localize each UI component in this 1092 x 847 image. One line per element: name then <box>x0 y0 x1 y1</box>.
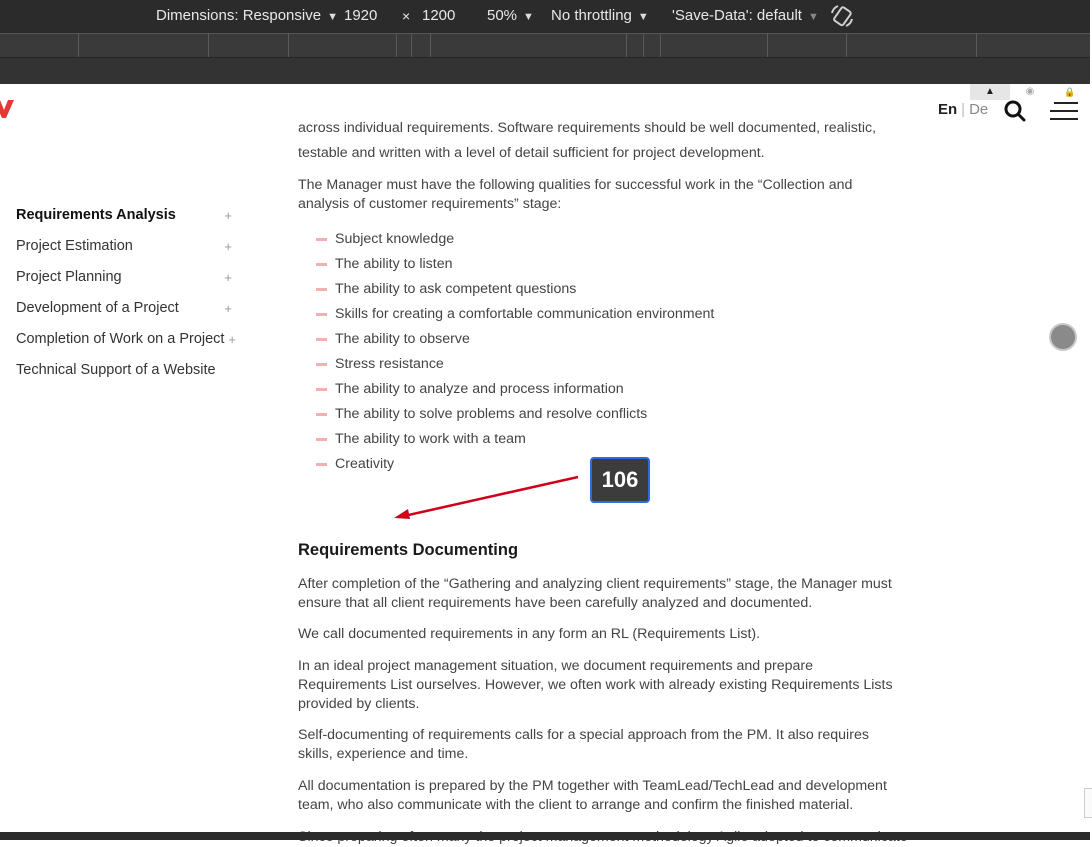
bullet-icon <box>316 363 327 366</box>
language-switcher <box>938 101 988 118</box>
ruler-tick <box>767 34 768 57</box>
ruler-tick <box>208 34 209 57</box>
paragraph: Self-documenting of requirements calls for a special approach from the PM. It also requires skills, experience and time. <box>298 727 869 762</box>
side-tab[interactable] <box>1084 788 1092 818</box>
ruler-tick <box>846 34 847 57</box>
rotate-icon[interactable] <box>829 3 855 29</box>
list-item: Subject knowledge <box>316 229 714 254</box>
sidebar-item-label: Technical Support of a Website <box>16 362 216 378</box>
sidebar-item-development[interactable] <box>16 293 236 324</box>
expand-icon[interactable]: + <box>228 332 236 347</box>
paragraph-cut-top: across individual requirements. Software requirements should be well documented, realistic, <box>298 120 877 136</box>
bullet-icon <box>316 438 327 441</box>
throttling-label: No throttling <box>551 7 632 24</box>
save-data-dropdown[interactable] <box>672 7 819 24</box>
sidebar-item-technical-support[interactable] <box>16 355 236 386</box>
ruler-tick <box>78 34 79 57</box>
paragraph: We call documented requirements in any form an RL (Requirements List). <box>298 626 761 642</box>
chevron-down-icon: ▼ <box>807 11 819 23</box>
expand-icon[interactable]: + <box>224 208 232 223</box>
search-icon[interactable] <box>1004 100 1026 122</box>
list-item: The ability to ask competent questions <box>316 279 714 304</box>
sidebar-item-project-planning[interactable] <box>16 262 236 293</box>
paragraph: All documentation is prepared by the PM together with TeamLead/TechLead and development team, who also communicate with the client to arrange and confirm the finished material. <box>298 778 887 813</box>
height-input[interactable]: 1200 <box>422 7 456 24</box>
sidebar-item-label: Project Estimation <box>16 238 133 254</box>
throttling-dropdown[interactable] <box>551 7 649 24</box>
device-frame-top <box>0 57 1090 84</box>
list-item: Creativity <box>316 454 714 479</box>
paragraph: After completion of the “Gathering and analyzing client requirements” stage, the Manager must ensure that all client requirements have been carefully analyzed and documented. <box>298 576 892 611</box>
devtools-device-toolbar <box>0 0 1090 33</box>
list-item: The ability to observe <box>316 329 714 354</box>
sidebar-item-label: Development of a Project <box>16 300 179 316</box>
sidebar-nav <box>16 200 236 386</box>
sidebar-item-requirements-analysis[interactable] <box>16 200 236 231</box>
ruler-tick <box>288 34 289 57</box>
bullet-icon <box>316 463 327 466</box>
save-data-label: 'Save-Data': default <box>672 7 802 24</box>
sidebar-item-label: Project Planning <box>16 269 122 285</box>
list-item: The ability to listen <box>316 254 714 279</box>
bullet-icon <box>316 338 327 341</box>
sidebar-item-completion[interactable] <box>16 324 236 355</box>
chevron-down-icon: ▼ <box>327 11 338 23</box>
sidebar-item-label: Requirements Analysis <box>16 207 176 223</box>
bullet-icon <box>316 388 327 391</box>
lock-icon[interactable]: 🔒 <box>1064 87 1076 97</box>
bullet-icon <box>316 288 327 291</box>
media-query-ruler[interactable] <box>0 33 1090 57</box>
paragraph: In an ideal project management situation, we document requirements and prepare Requirements List ourselves. However, we often work with already existing Requirements Lists provided by clients. <box>298 658 893 712</box>
list-item: Stress resistance <box>316 354 714 379</box>
lang-en-link[interactable]: En <box>938 101 958 118</box>
eye-icon[interactable]: ◉ <box>1025 86 1035 97</box>
sidebar-item-label: Completion of Work on a Project <box>16 331 225 347</box>
section-heading: Requirements Documenting <box>298 541 519 559</box>
expand-icon[interactable]: + <box>224 301 232 316</box>
times-icon: × <box>402 8 411 24</box>
chevron-down-icon: ▼ <box>637 11 649 23</box>
scroll-top-button[interactable]: ▲ <box>970 84 1010 100</box>
page-viewport <box>0 84 1090 832</box>
bullet-icon <box>316 263 327 266</box>
zoom-dropdown[interactable] <box>487 7 534 24</box>
paragraph: testable and written with a level of detail sufficient for project development. <box>298 145 765 161</box>
paragraph: The Manager must have the following qualities for successful work in the “Collection and analysis of customer requirements” stage: <box>298 177 853 212</box>
expand-icon[interactable]: + <box>224 270 232 285</box>
dimensions-dropdown[interactable] <box>156 7 338 24</box>
expand-icon[interactable]: + <box>224 239 232 254</box>
list-item: The ability to solve problems and resolve conflicts <box>316 404 714 429</box>
devtools-bottom-edge <box>0 832 1090 840</box>
lang-de-link[interactable]: De <box>969 101 989 118</box>
zoom-label: 50% <box>487 7 518 24</box>
hamburger-menu-icon[interactable] <box>1050 102 1078 120</box>
lang-separator: | <box>961 101 966 118</box>
bullet-icon <box>316 413 327 416</box>
bullet-icon <box>316 238 327 241</box>
list-item: The ability to analyze and process information <box>316 379 714 404</box>
scroll-handle[interactable] <box>1049 323 1077 351</box>
ruler-tick <box>660 34 661 57</box>
list-item: The ability to work with a team <box>316 429 714 454</box>
bullet-icon <box>316 313 327 316</box>
ruler-tick <box>411 34 412 57</box>
annotation-arrow <box>390 469 590 519</box>
logo-icon[interactable] <box>0 100 14 118</box>
qualities-list <box>316 229 714 479</box>
ruler-tick <box>430 34 431 57</box>
dimensions-label: Dimensions: Responsive <box>156 7 322 24</box>
overlay-toolbar <box>970 84 1090 100</box>
chevron-down-icon: ▼ <box>523 11 534 23</box>
sidebar-item-project-estimation[interactable] <box>16 231 236 262</box>
ruler-tick <box>976 34 977 57</box>
ruler-tick <box>396 34 397 57</box>
annotation-badge: 106 <box>590 457 650 503</box>
ruler-tick <box>626 34 627 57</box>
ruler-tick <box>643 34 644 57</box>
list-item: Skills for creating a comfortable communication environment <box>316 304 714 329</box>
width-input[interactable]: 1920 <box>344 7 378 24</box>
